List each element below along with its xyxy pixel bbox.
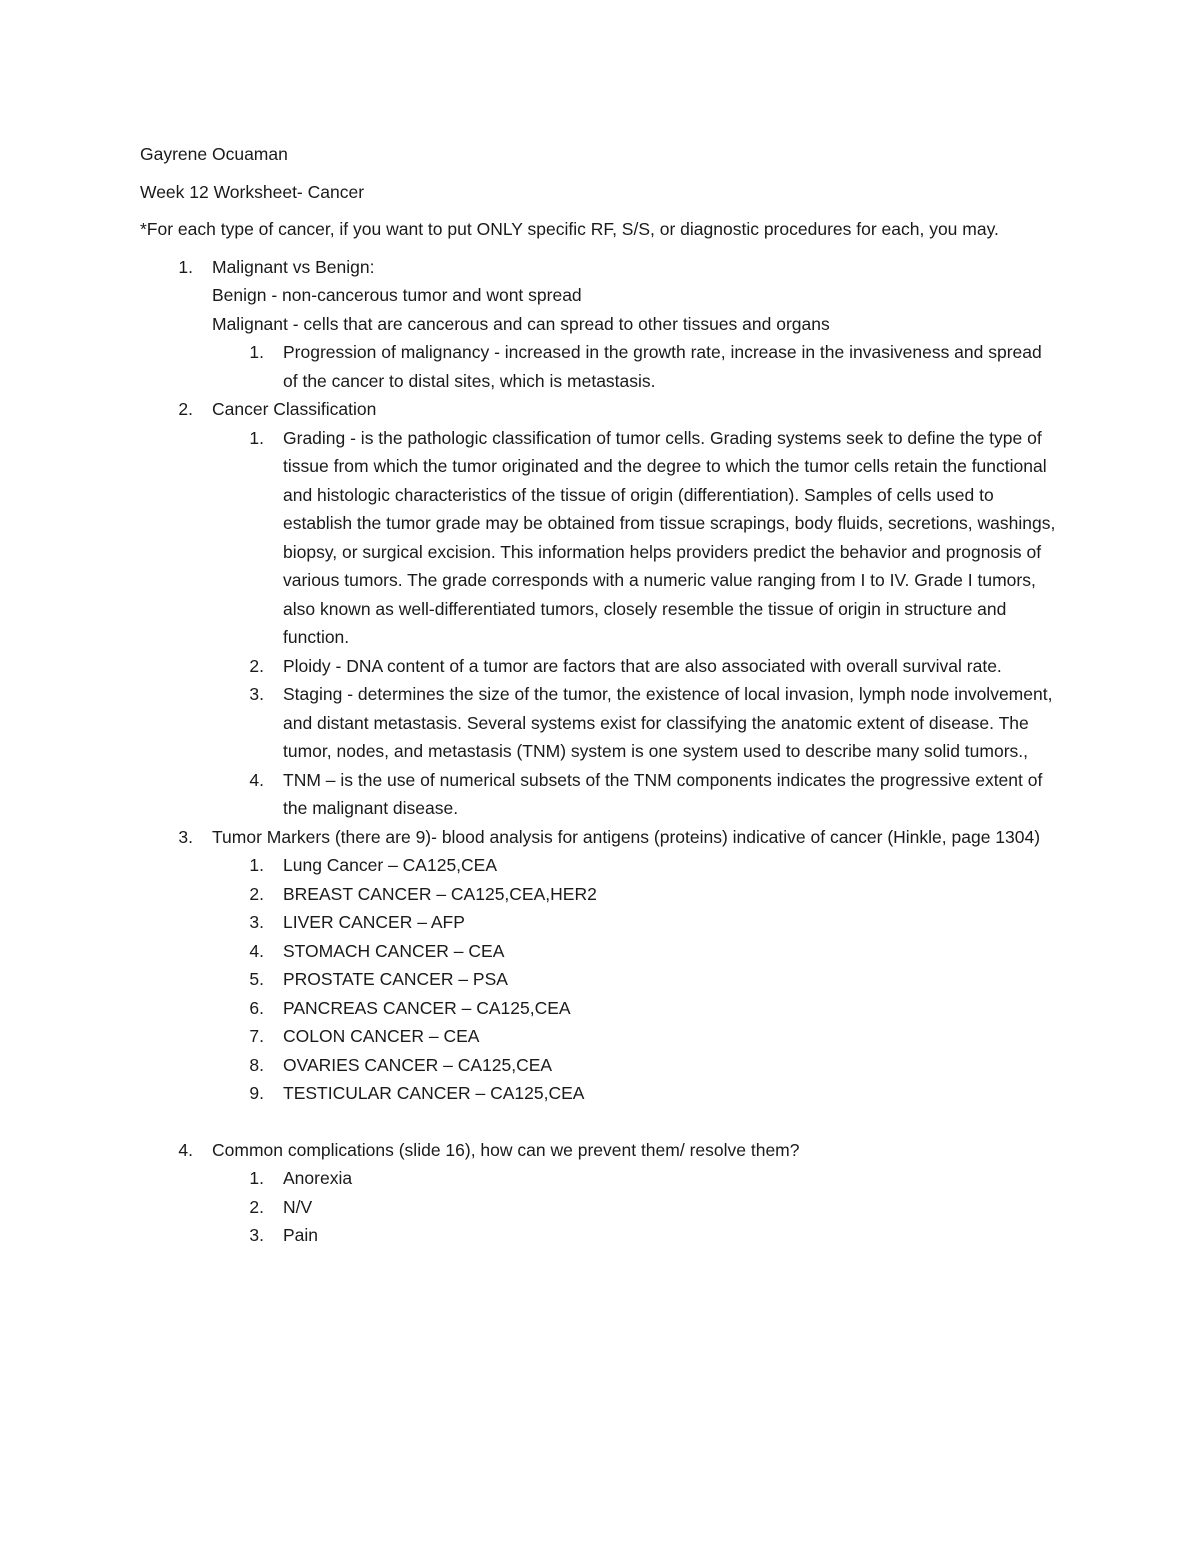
sub-list-number: 2. — [249, 655, 264, 676]
sub-list-item — [140, 1221, 1060, 1250]
list-item-text: Common complications (slide 16), how can we prevent them/ resolve them? — [212, 1139, 800, 1160]
sub-list-text: BREAST CANCER – CA125,CEA,HER2 — [283, 883, 597, 904]
sub-list-number: 1. — [249, 342, 264, 362]
blank-line — [140, 1108, 1060, 1136]
sub-list-text: Lung Cancer – CA125,CEA — [283, 855, 498, 875]
benign-definition: Benign - non-cancerous tumor and wont spread — [212, 285, 582, 305]
sub-list-text: Grading - is the pathologic classification of tumor cells. Grading systems seek to define the type of tissue from which the tumor originated and the degree to which the tumor cells retain the functional and histologic characteristics of the tissue of origin (differentiation). Samples of cells used to establish the tumor grade may be obtained from tissue scrapings, body fluids, secretions, washings, biopsy, or surgical excision. This information helps providers predict the behavior and prognosis of various tumors. The grade corresponds with a numeric value ranging from I to IV. Grade I tumors, also known as well-differentiated tumors, closely resemble the tissue of origin in structure and function. — [283, 427, 1056, 647]
sub-list-item — [140, 1164, 1060, 1193]
sub-list-text: PANCREAS CANCER – CA125,CEA — [283, 997, 571, 1018]
sub-list-item — [140, 880, 1060, 909]
sub-list-text: TNM – is the use of numerical subsets of the TNM components indicates the progressive extent of the malignant disease. — [283, 769, 1043, 818]
sub-list-item — [140, 680, 1060, 766]
sub-list-item — [140, 1022, 1060, 1051]
sub-list-item — [140, 965, 1060, 994]
sub-list-number: 8. — [249, 1054, 264, 1075]
sub-list-number: 1. — [249, 1168, 264, 1188]
sub-list-text: TESTICULAR CANCER – CA125,CEA — [283, 1083, 585, 1103]
sub-list-item — [140, 937, 1060, 966]
sub-list-item — [140, 908, 1060, 937]
sub-list-item — [140, 338, 1060, 395]
instruction-note: *For each type of cancer, if you want to put ONLY specific RF, S/S, or diagnostic procedures for each, you may. — [140, 219, 999, 239]
sub-list-item — [140, 994, 1060, 1023]
sub-list-item — [140, 851, 1060, 880]
sub-list-text: N/V — [283, 1196, 313, 1217]
sub-list-number: 5. — [249, 969, 264, 989]
list-item-tumor-markers — [140, 823, 1060, 852]
sub-list-item — [140, 1193, 1060, 1222]
sub-list-text: Progression of malignancy - increased in the growth rate, increase in the invasiveness and spread of the cancer to distal sites, which is metastasis. — [283, 342, 1042, 391]
list-number: 2. — [178, 399, 193, 419]
sub-list-number: 3. — [249, 912, 264, 932]
sub-list-text: Ploidy - DNA content of a tumor are factors that are also associated with overall survival rate. — [283, 655, 1002, 676]
sub-list-number: 4. — [249, 769, 264, 790]
list-item-common-complications — [140, 1136, 1060, 1165]
list-item-cancer-classification — [140, 395, 1060, 424]
sub-list-number: 1. — [249, 855, 264, 875]
sub-list-number: 2. — [249, 883, 264, 904]
sub-list-number: 2. — [249, 1196, 264, 1217]
list-number: 1. — [178, 256, 193, 277]
sub-list-item — [140, 424, 1060, 652]
sub-list-item — [140, 1079, 1060, 1108]
sub-list-item — [140, 766, 1060, 823]
sub-list-item — [140, 1051, 1060, 1080]
sub-list-number: 4. — [249, 940, 264, 961]
list-item-malignant-vs-benign — [140, 253, 1060, 339]
sub-list-text: COLON CANCER – CEA — [283, 1026, 480, 1046]
sub-list-number: 1. — [249, 427, 264, 448]
sub-list-text: Staging - determines the size of the tumor, the existence of local invasion, lymph node involvement, and distant metastasis. Several systems exist for classifying the anatomic extent of disease. The tumor, nodes, and metastasis (TNM) system is one system used to describe many solid tumors., — [283, 684, 1053, 761]
sub-list-item — [140, 652, 1060, 681]
malignant-definition: Malignant - cells that are cancerous and can spread to other tissues and organs — [212, 313, 830, 334]
sub-list-text: OVARIES CANCER – CA125,CEA — [283, 1054, 553, 1075]
sub-list-number: 6. — [249, 997, 264, 1018]
sub-list-text: LIVER CANCER – AFP — [283, 912, 465, 932]
sub-list-number: 3. — [249, 1225, 264, 1245]
sub-list-text: PROSTATE CANCER – PSA — [283, 969, 508, 989]
list-item-text: Tumor Markers (there are 9)- blood analysis for antigens (proteins) indicative of cancer (Hinkle, page 1304) — [212, 826, 1041, 847]
list-item-text: Malignant vs Benign: — [212, 256, 375, 277]
list-number: 4. — [178, 1139, 193, 1160]
sub-list-text: Anorexia — [283, 1168, 353, 1188]
list-item-text: Cancer Classification — [212, 399, 377, 419]
sub-list-number: 7. — [249, 1026, 264, 1046]
document-page — [140, 140, 1060, 1250]
sub-list-text: STOMACH CANCER – CEA — [283, 940, 505, 961]
sub-list-text: Pain — [283, 1225, 319, 1245]
sub-list-number: 9. — [249, 1083, 264, 1103]
sub-list-number: 3. — [249, 684, 264, 704]
worksheet-title: Week 12 Worksheet- Cancer — [140, 181, 365, 202]
main-list — [140, 253, 1060, 1250]
author-name: Gayrene Ocuaman — [140, 144, 288, 164]
list-number: 3. — [178, 826, 193, 847]
